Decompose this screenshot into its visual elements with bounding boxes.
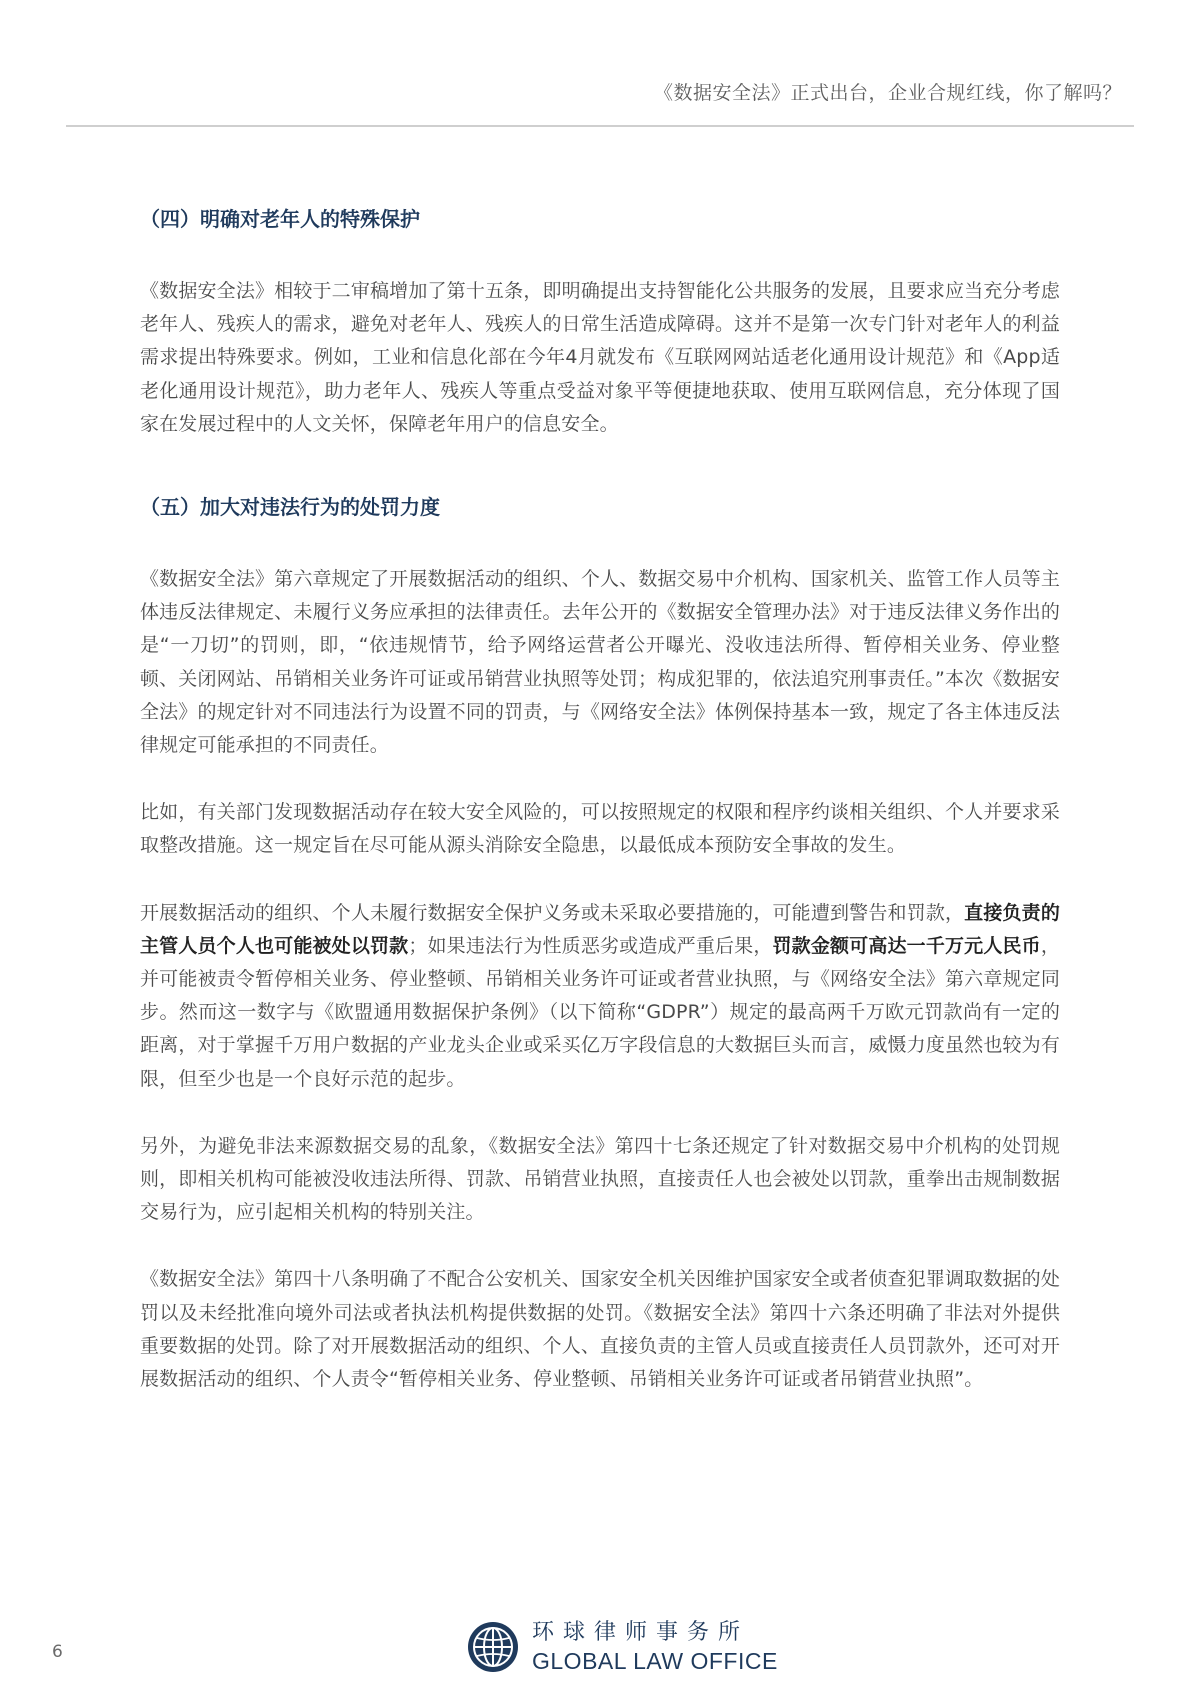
text-run: ，并可能被责令暂停相关业务、停业整顿、吊销相关业务许可证或者营业执照，与《网络安全法》第六章规定同步。然而这一数字与《欧盟通用数据保护条例》（以下简称“GDPR”）规定的最高两千万欧元罚款尚有一定的距离，对于掌握千万用户数据的产业龙头企业或采买亿万字段信息的大数据巨头而言，威慑力度虽然也较为有限，但至少也是一个良好示范的起步。 [140, 934, 1061, 1090]
text-run: 开展数据活动的组织、个人未履行数据安全保护义务或未采取必要措施的，可能遭到警告和罚款， [140, 901, 965, 924]
globe-icon [466, 1620, 520, 1674]
running-header-title: 《数据安全法》正式出台，企业合规红线，你了解吗？ [653, 82, 1122, 104]
section-heading-elderly-protection: （四）明确对老年人的特殊保护 [140, 207, 420, 231]
emphasis-text: 直接负责的主管人员个人也可能被处以罚款 [140, 901, 1060, 957]
paragraph-fines [140, 897, 1060, 1096]
text-run: ；如果违法行为性质恶劣或造成严重后果， [408, 934, 773, 957]
logo-text [532, 1619, 778, 1674]
paragraph: 《数据安全法》相较于二审稿增加了第十五条，即明确提出支持智能化公共服务的发展，且要求应当充分考虑老年人、残疾人的需求，避免对老年人、残疾人的日常生活造成障碍。这并不是第一次专门针对老年人的利益需求提出特殊要求。例如，工业和信息化部在今年4月就发布《互联网网站适老化通用设计规范》和《App适老化通用设计规范》，助力老年人、残疾人等重点受益对象平等便捷地获取、使用互联网信息，充分体现了国家在发展过程中的人文关怀，保障老年用户的信息安全。 [140, 280, 1060, 435]
page-number: 6 [52, 1642, 63, 1662]
paragraph: 另外，为避免非法来源数据交易的乱象，《数据安全法》第四十七条还规定了针对数据交易中介机构的处罚规则，即相关机构可能被没收违法所得、罚款、吊销营业执照，直接责任人也会被处以罚款，重拳出击规制数据交易行为，应引起相关机构的特别关注。 [140, 1134, 1060, 1224]
logo-english-name: GLOBAL LAW OFFICE [532, 1647, 778, 1674]
header-divider [66, 125, 1134, 127]
main-content [140, 205, 1060, 1430]
emphasis-text: 罚款金额可高达一千万元人民币 [772, 934, 1041, 957]
paragraph: 《数据安全法》第四十八条明确了不配合公安机关、国家安全机关因维护国家安全或者侦查犯罪调取数据的处罚以及未经批准向境外司法或者执法机构提供数据的处罚。《数据安全法》第四十六条还明确了非法对外提供重要数据的处罚。除了对开展数据活动的组织、个人、直接负责的主管人员或直接责任人员罚款外，还可对开展数据活动的组织、个人责令“暂停相关业务、停业整顿、吊销相关业务许可证或者吊销营业执照”。 [140, 1268, 1060, 1391]
paragraph: 《数据安全法》第六章规定了开展数据活动的组织、个人、数据交易中介机构、国家机关、监管工作人员等主体违反法律规定、未履行义务应承担的法律责任。去年公开的《数据安全管理办法》对于违反法律义务作出的是“一刀切”的罚则，即，“依违规情节，给予网络运营者公开曝光、没收违法所得、暂停相关业务、停业整顿、关闭网站、吊销相关业务许可证或吊销营业执照等处罚；构成犯罪的，依法追究刑事责任。”本次《数据安全法》的规定针对不同违法行为设置不同的罚责，与《网络安全法》体例保持基本一致，规定了各主体违反法律规定可能承担的不同责任。 [140, 568, 1060, 757]
firm-logo [466, 1620, 778, 1674]
logo-chinese-name: 环球律师事务所 [532, 1619, 750, 1645]
paragraph: 比如，有关部门发现数据活动存在较大安全风险的，可以按照规定的权限和程序约谈相关组织、个人并要求采取整改措施。这一规定旨在尽可能从源头消除安全隐患，以最低成本预防安全事故的发生。 [140, 801, 1060, 857]
section-heading-penalties: （五）加大对违法行为的处罚力度 [140, 495, 440, 520]
